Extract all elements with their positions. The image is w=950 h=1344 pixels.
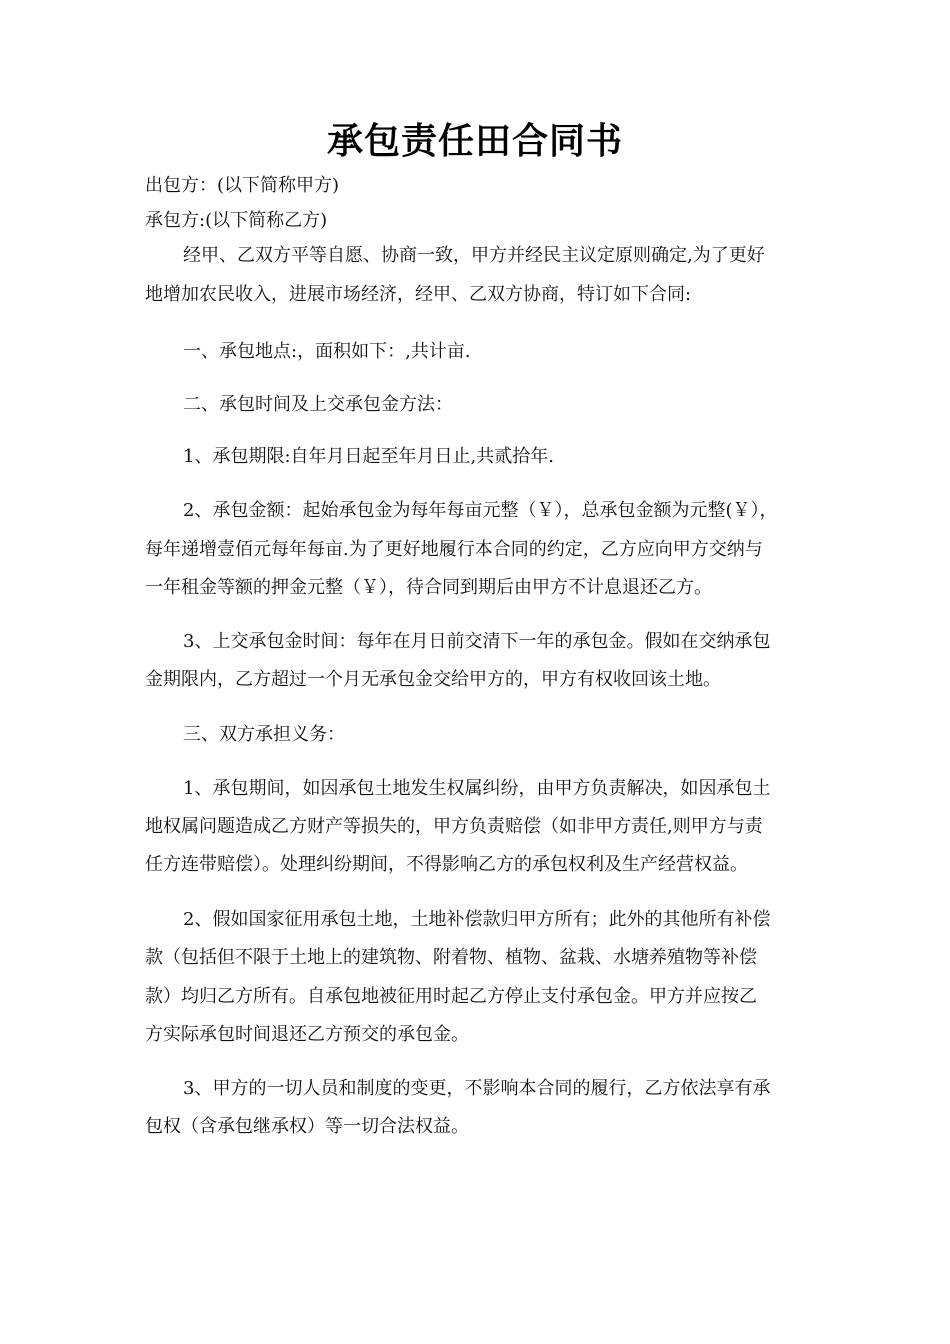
clause-3-item-2-line-4: 方实际承包时间退还乙方预交的承包金。 [145, 1024, 469, 1045]
clause-2-item-2-line-1: 2、承包金额：起始承包金为每年每亩元整（￥），总承包金额为元整(￥）， [183, 500, 778, 521]
preamble-line-2: 地增加农民收入，进展市场经济，经甲、乙双方协商，特订如下合同: [145, 284, 692, 305]
clause-3-item-1-line-2: 地权属问题造成乙方财产等损失的，甲方负责赔偿（如非甲方责任,则甲方与责 [145, 816, 763, 837]
clause-2-item-2-line-2: 每年递增壹佰元每年每亩.为了更好地履行本合同的约定，乙方应向甲方交纳与 [145, 539, 763, 560]
clause-2-item-2-line-3: 一年租金等额的押金元整（￥），待合同到期后由甲方不计息退还乙方。 [145, 577, 712, 598]
preamble-line-1: 经甲、乙双方平等自愿、协商一致，甲方并经民主议定原则确定,为了更好 [183, 245, 765, 266]
clause-3-item-2-line-2: 款（包括但不限于土地上的建筑物、附着物、植物、盆栽、水塘养殖物等补偿 [145, 947, 757, 968]
party-b-line: 承包方:(以下简称乙方) [145, 210, 328, 231]
clause-3-item-2-line-3: 款）均归乙方所有。自承包地被征用时起乙方停止支付承包金。甲方并应按乙 [145, 986, 757, 1007]
clause-2-item-3-line-2: 金期限内，乙方超过一个月无承包金交给甲方的，甲方有权收回该土地。 [145, 669, 721, 690]
document-title: 承包责任田合同书 [326, 121, 623, 162]
party-a-line: 出包方：(以下简称甲方) [145, 175, 340, 196]
clause-3-item-3-line-1: 3、甲方的一切人员和制度的变更，不影响本合同的履行，乙方依法享有承 [183, 1078, 771, 1099]
clause-2-heading: 二、承包时间及上交承包金方法： [183, 394, 453, 415]
clause-3-item-2-line-1: 2、假如国家征用承包土地，土地补偿款归甲方所有；此外的其他所有补偿 [183, 909, 771, 930]
clause-1-heading: 一、承包地点:，面积如下：,共计亩. [183, 341, 471, 362]
clause-3-item-1-line-1: 1、承包期间，如因承包土地发生权属纠纷，由甲方负责解决，如因承包土 [183, 778, 771, 799]
clause-2-item-1: 1、承包期限:自年月日起至年月日止,共贰拾年. [183, 446, 554, 467]
clause-3-heading: 三、双方承担义务： [183, 724, 345, 745]
clause-3-item-3-line-2: 包权（含承包继承权）等一切合法权益。 [145, 1116, 469, 1137]
clause-2-item-3-line-1: 3、上交承包金时间：每年在月日前交清下一年的承包金。假如在交纳承包 [183, 631, 771, 652]
clause-3-item-1-line-3: 任方连带赔偿）。处理纠纷期间，不得影响乙方的承包权利及生产经营权益。 [145, 854, 748, 875]
